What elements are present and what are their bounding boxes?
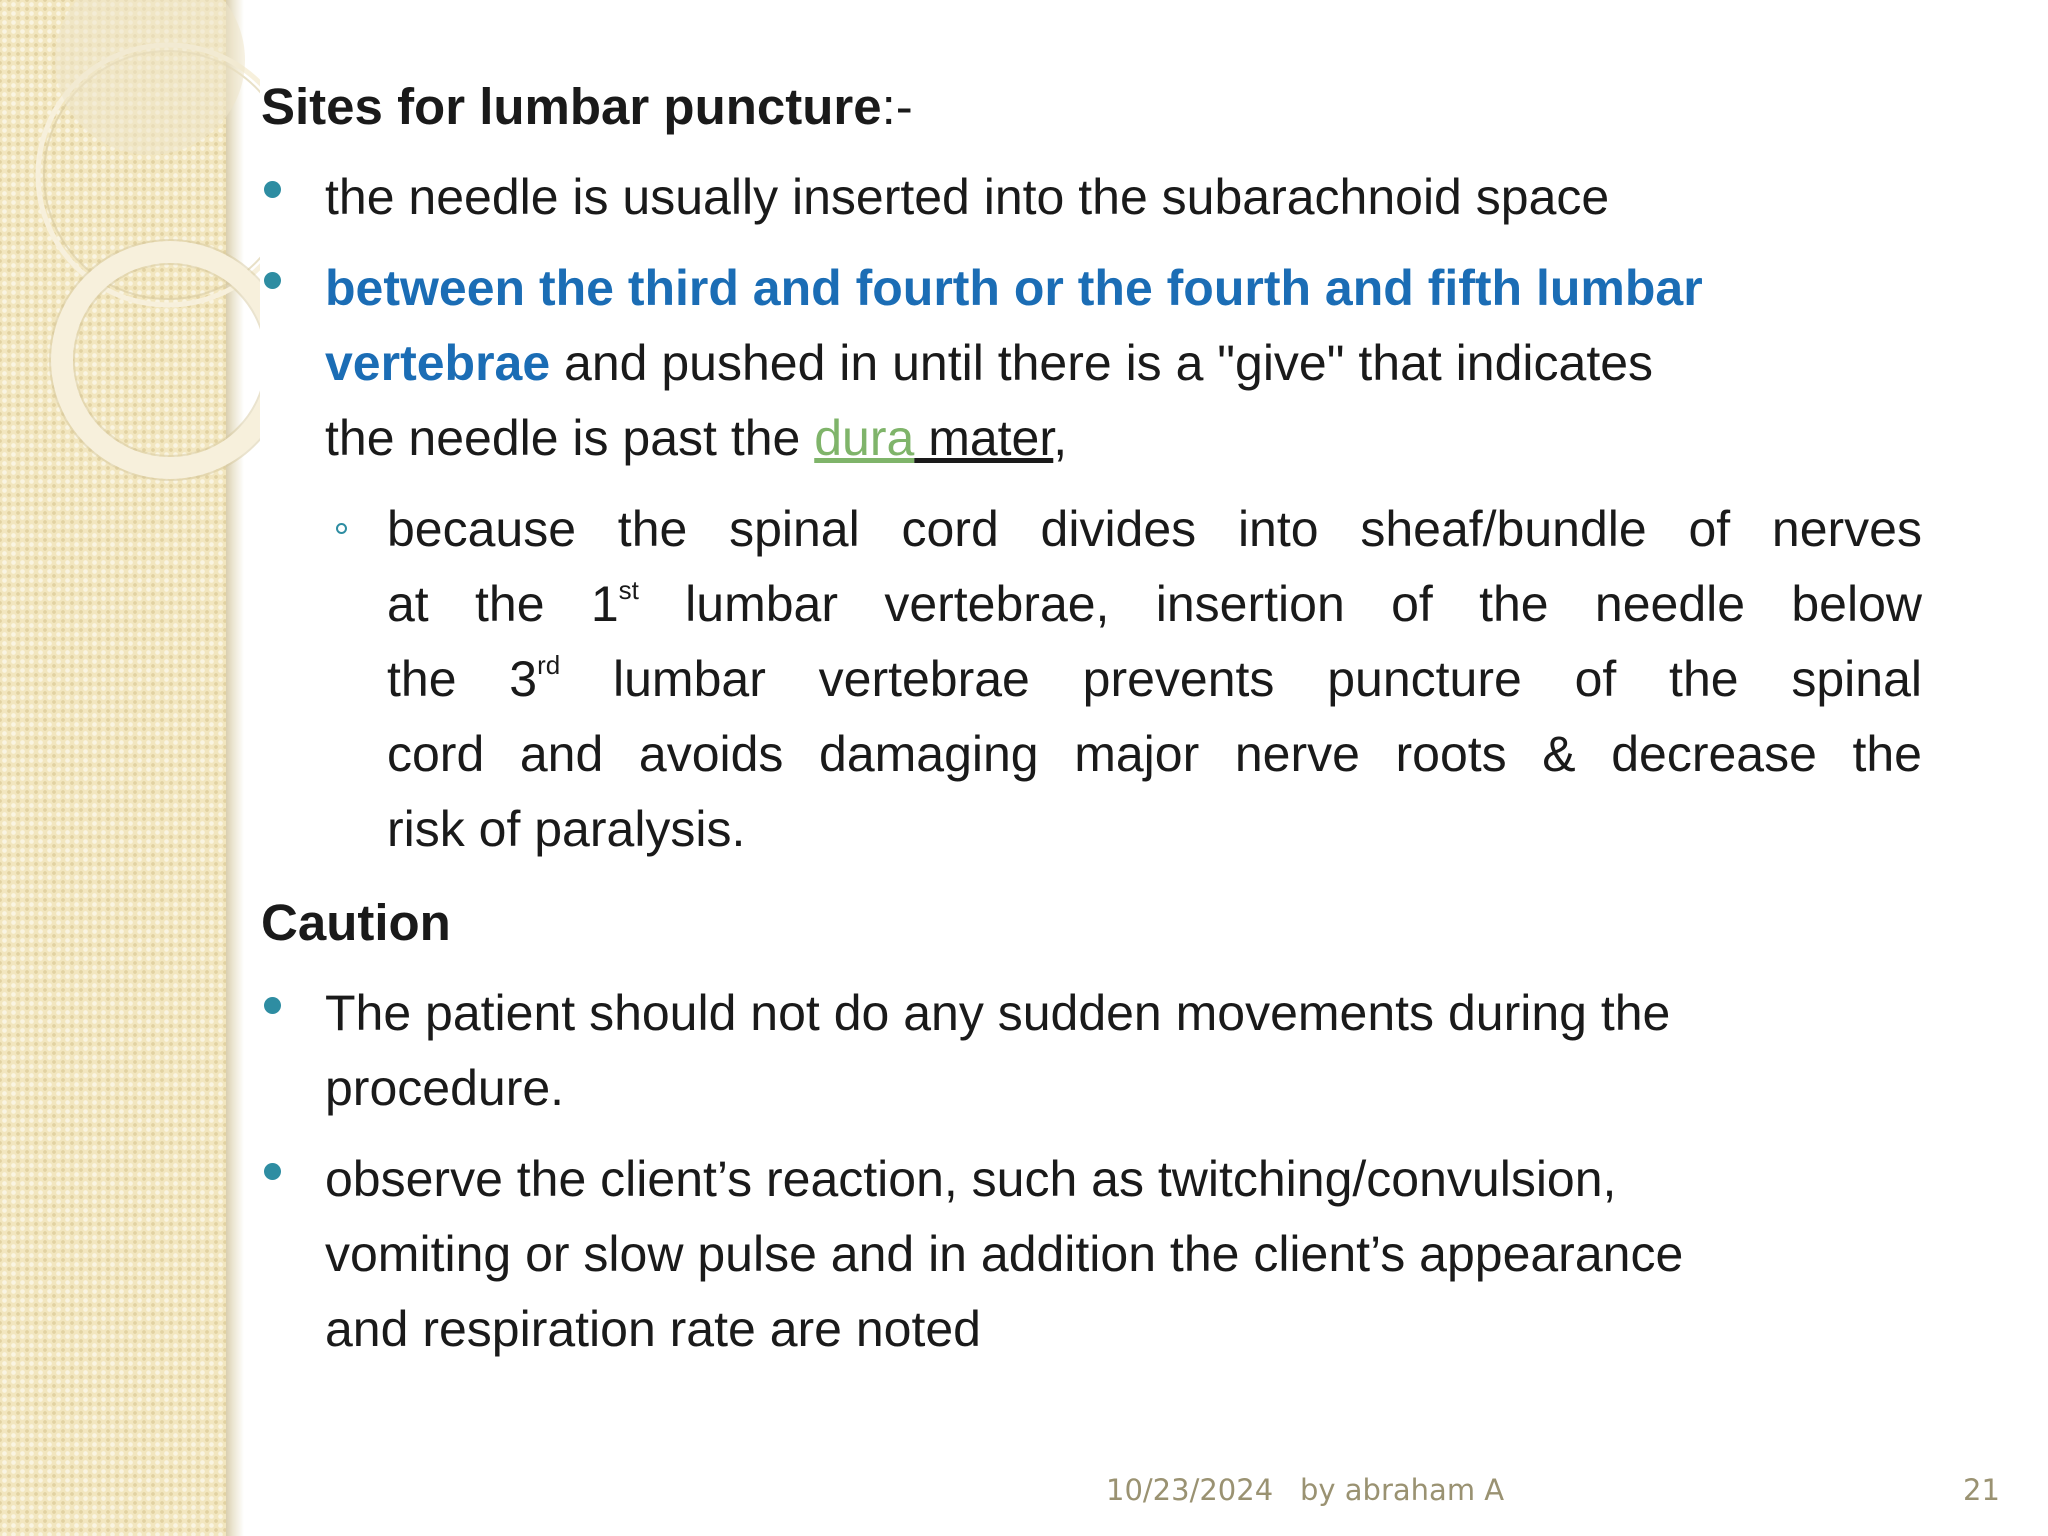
footer-date: 10/23/2024 [1106, 1473, 1274, 1507]
bullet-vertebrae-line2 [325, 335, 1654, 391]
line2-post: lumbar vertebrae, insertion of the needle below [638, 576, 1922, 632]
caution-bullet1-line2: procedure. [325, 1060, 565, 1116]
sub-bullet-icon [336, 523, 347, 534]
footer-page-number: 21 [1963, 1473, 2000, 1507]
caution-bullet1-line1: The patient should not do any sudden movements during the [325, 985, 1671, 1041]
superscript-st: st [618, 575, 639, 605]
sub-bullet-line2 [387, 575, 1922, 632]
sub-bullet-line3 [387, 650, 1922, 707]
bullet-needle-inserted: the needle is usually inserted into the subarachnoid space [325, 169, 1610, 225]
mater-link[interactable]: mater [914, 410, 1054, 466]
bullet-icon [264, 272, 281, 289]
bullet-icon [264, 997, 281, 1014]
sub-bullet-line4: cord and avoids damaging major nerve roots & decrease the [387, 726, 1922, 782]
sub-bullet-line5: risk of paralysis. [387, 801, 746, 857]
line3-post: lumbar vertebrae prevents puncture of the spinal [560, 651, 1922, 707]
caution-bullet2-line1: observe the client’s reaction, such as twitching/convulsion, [325, 1151, 1617, 1207]
line2-pre: at the 1 [387, 576, 619, 632]
sub-bullet-line1: because the spinal cord divides into sheaf/bundle of nerves [387, 501, 1922, 557]
superscript-rd: rd [537, 650, 561, 680]
footer-author: by abraham A [1300, 1473, 1505, 1507]
line3-start: the needle is past the [325, 410, 815, 466]
vertebrae-rest: and pushed in until there is a "give" that indicates [550, 335, 1654, 391]
bullet-vertebrae-line1: between the third and fourth or the fourth and fifth lumbar [325, 260, 1703, 316]
dura-link[interactable]: dura [814, 410, 915, 466]
bullet-vertebrae-line3 [325, 410, 1068, 466]
heading-sites-suffix: :- [881, 78, 913, 135]
caution-bullet2-line2: vomiting or slow pulse and in addition the client’s appearance [325, 1226, 1684, 1282]
line3-pre: the 3 [387, 651, 538, 707]
heading-caution: Caution [261, 894, 451, 951]
line3-end: , [1053, 410, 1068, 466]
vertebrae-highlight: vertebrae [325, 335, 551, 391]
bullet-icon [264, 1163, 281, 1180]
caution-bullet2-line3: and respiration rate are noted [325, 1301, 981, 1357]
bullet-icon [264, 181, 281, 198]
heading-sites [261, 77, 913, 136]
heading-sites-text: Sites for lumbar puncture [261, 78, 882, 135]
